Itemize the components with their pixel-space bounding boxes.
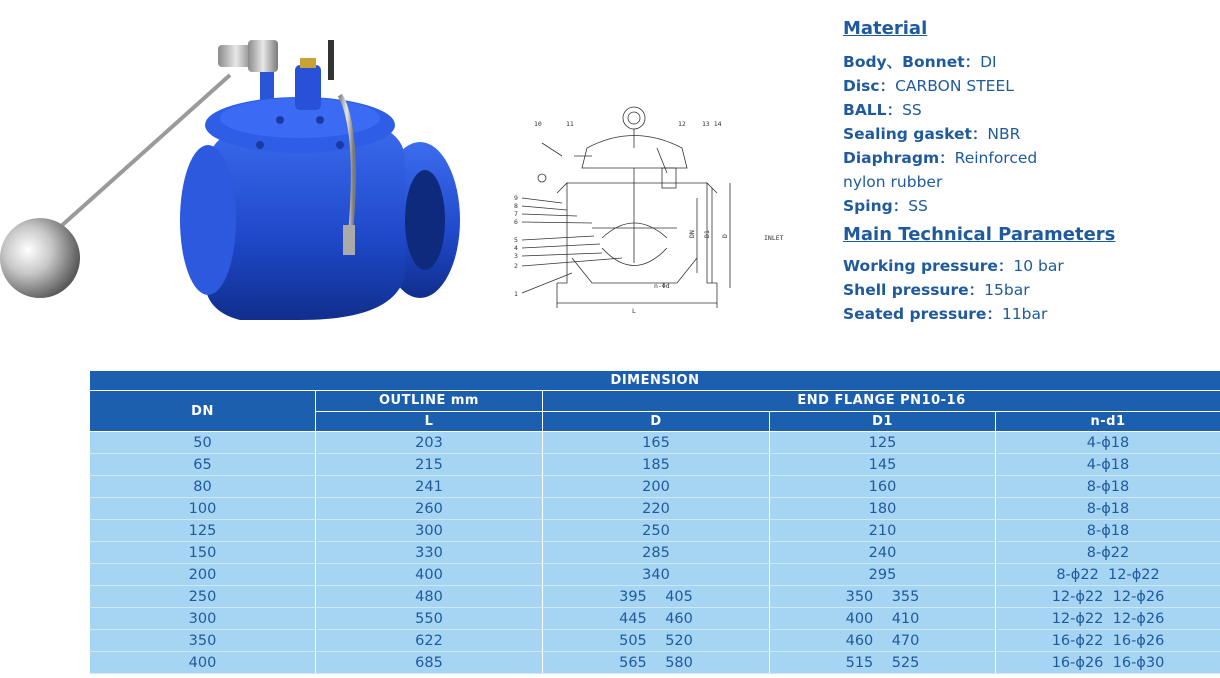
l-cell: 241 xyxy=(316,476,543,498)
dimension-table xyxy=(89,370,1220,674)
valve-cross-section-drawing xyxy=(482,88,804,338)
callout-2: 2 xyxy=(514,262,518,270)
table-row xyxy=(90,520,1220,542)
d1-cell: 515 525 xyxy=(770,652,996,674)
callout-3: 3 xyxy=(514,252,518,260)
table-row xyxy=(90,652,1220,674)
table-row xyxy=(90,498,1220,520)
d1-header: D1 xyxy=(770,411,996,432)
param-seated-pressure: Seated pressure：11bar xyxy=(843,305,1048,323)
d-cell: 220 xyxy=(543,498,770,520)
material-diaphragm-cont: nylon rubber xyxy=(843,173,943,191)
callout-5: 5 xyxy=(514,236,518,244)
inlet-label: INLET xyxy=(764,234,784,242)
dn-cell: 200 xyxy=(90,564,316,586)
dn-cell: 250 xyxy=(90,586,316,608)
d-cell: 340 xyxy=(543,564,770,586)
dn-cell: 125 xyxy=(90,520,316,542)
l-cell: 215 xyxy=(316,454,543,476)
d-header: D xyxy=(543,411,770,432)
callout-9: 9 xyxy=(514,194,518,202)
callout-13-14: 13 14 xyxy=(702,120,722,128)
material-disc: Disc：CARBON STEEL xyxy=(843,77,1014,95)
d-cell: 445 460 xyxy=(543,608,770,630)
dim-l-label: L xyxy=(632,307,636,315)
specifications-panel xyxy=(843,16,1213,326)
d1-cell: 145 xyxy=(770,454,996,476)
d1-cell: 400 410 xyxy=(770,608,996,630)
table-row xyxy=(90,454,1220,476)
dn-cell: 400 xyxy=(90,652,316,674)
dn-cell: 100 xyxy=(90,498,316,520)
outline-header: OUTLINE mm xyxy=(316,391,543,412)
nd1-cell: 12-ϕ22 12-ϕ26 xyxy=(996,608,1220,630)
nd1-cell: 8-ϕ18 xyxy=(996,520,1220,542)
material-spring: Sping：SS xyxy=(843,197,928,215)
l-cell: 300 xyxy=(316,520,543,542)
d-cell: 395 405 xyxy=(543,586,770,608)
d1-cell: 160 xyxy=(770,476,996,498)
table-row xyxy=(90,586,1220,608)
dn-cell: 80 xyxy=(90,476,316,498)
table-row xyxy=(90,564,1220,586)
dimension-title: DIMENSION xyxy=(90,371,1220,391)
callout-12: 12 xyxy=(678,120,686,128)
dim-d-label: D xyxy=(721,234,729,238)
table-row xyxy=(90,542,1220,564)
nd1-cell: 16-ϕ22 16-ϕ26 xyxy=(996,630,1220,652)
d1-cell: 125 xyxy=(770,432,996,454)
param-working-pressure: Working pressure：10 bar xyxy=(843,257,1064,275)
material-ball: BALL：SS xyxy=(843,101,922,119)
dn-cell: 300 xyxy=(90,608,316,630)
callout-8: 8 xyxy=(514,202,518,210)
d1-cell: 460 470 xyxy=(770,630,996,652)
nd1-cell: 8-ϕ22 12-ϕ22 xyxy=(996,564,1220,586)
nd1-cell: 8-ϕ18 xyxy=(996,498,1220,520)
d-cell: 185 xyxy=(543,454,770,476)
callout-10: 10 xyxy=(534,120,542,128)
table-row xyxy=(90,432,1220,454)
d-cell: 200 xyxy=(543,476,770,498)
dim-dn-label: DN xyxy=(688,230,696,238)
nd1-cell: 16-ϕ26 16-ϕ30 xyxy=(996,652,1220,674)
d-cell: 165 xyxy=(543,432,770,454)
d1-cell: 350 355 xyxy=(770,586,996,608)
l-cell: 203 xyxy=(316,432,543,454)
callout-7: 7 xyxy=(514,210,518,218)
l-cell: 550 xyxy=(316,608,543,630)
material-list xyxy=(843,50,1213,218)
callout-1: 1 xyxy=(514,290,518,298)
dim-d1-label: D1 xyxy=(703,230,711,238)
nd1-header: n-d1 xyxy=(996,411,1220,432)
callout-6: 6 xyxy=(514,218,518,226)
nd1-cell: 4-ϕ18 xyxy=(996,432,1220,454)
d1-cell: 295 xyxy=(770,564,996,586)
callout-4: 4 xyxy=(514,244,518,252)
l-cell: 330 xyxy=(316,542,543,564)
parameters-list xyxy=(843,254,1213,326)
material-diaphragm: Diaphragm：Reinforced xyxy=(843,149,1038,167)
table-row xyxy=(90,630,1220,652)
l-cell: 480 xyxy=(316,586,543,608)
nd1-cell: 4-ϕ18 xyxy=(996,454,1220,476)
d1-cell: 210 xyxy=(770,520,996,542)
l-cell: 685 xyxy=(316,652,543,674)
d1-cell: 180 xyxy=(770,498,996,520)
table-row xyxy=(90,608,1220,630)
material-title: Material xyxy=(843,18,928,39)
d-cell: 285 xyxy=(543,542,770,564)
dn-cell: 65 xyxy=(90,454,316,476)
l-cell: 622 xyxy=(316,630,543,652)
nd1-cell: 12-ϕ22 12-ϕ26 xyxy=(996,586,1220,608)
dimension-rows xyxy=(90,432,1220,674)
d-cell: 505 520 xyxy=(543,630,770,652)
d1-cell: 240 xyxy=(770,542,996,564)
dn-cell: 350 xyxy=(90,630,316,652)
l-header: L xyxy=(316,411,543,432)
dn-cell: 150 xyxy=(90,542,316,564)
table-row xyxy=(90,476,1220,498)
material-sealing-gasket: Sealing gasket：NBR xyxy=(843,125,1021,143)
dn-cell: 50 xyxy=(90,432,316,454)
float-valve-photo xyxy=(0,20,470,340)
material-body-bonnet: Body、Bonnet：DI xyxy=(843,53,997,71)
parameters-title: Main Technical Parameters xyxy=(843,224,1116,245)
param-shell-pressure: Shell pressure：15bar xyxy=(843,281,1030,299)
d-cell: 250 xyxy=(543,520,770,542)
nd1-cell: 8-ϕ18 xyxy=(996,476,1220,498)
l-cell: 260 xyxy=(316,498,543,520)
dn-header: DN xyxy=(90,391,316,432)
l-cell: 400 xyxy=(316,564,543,586)
d-cell: 565 580 xyxy=(543,652,770,674)
callout-11: 11 xyxy=(566,120,574,128)
dim-nd-label: n-Φd xyxy=(654,282,670,290)
flange-header: END FLANGE PN10-16 xyxy=(543,391,1220,412)
nd1-cell: 8-ϕ22 xyxy=(996,542,1220,564)
